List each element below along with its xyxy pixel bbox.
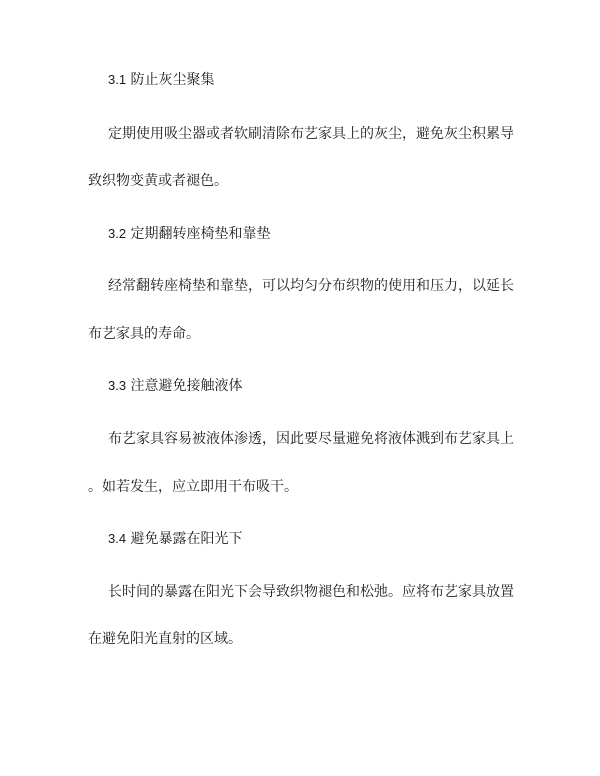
section-number: 3.4: [108, 531, 127, 546]
section-number: 3.2: [108, 226, 127, 241]
section-heading-3-1: [108, 71, 215, 89]
section-heading-3-4: [108, 530, 243, 548]
section-title: 注意避免接触液体: [130, 378, 243, 394]
paragraph-line: 。如若发生，应立即用干布吸干。: [88, 479, 298, 495]
paragraph-line: 定期使用吸尘器或者软刷清除布艺家具上的灰尘，避免灰尘积累导: [108, 126, 514, 142]
section-heading-3-3: [108, 377, 243, 395]
section-title: 定期翻转座椅垫和靠垫: [130, 226, 271, 242]
paragraph-line: 致织物变黄或者褪色。: [88, 173, 228, 189]
paragraph-line: 长时间的暴露在阳光下会导致织物褪色和松弛。应将布艺家具放置: [108, 584, 514, 600]
paragraph-line: 在避免阳光直射的区域。: [88, 631, 242, 647]
section-title: 避免暴露在阳光下: [130, 531, 243, 547]
section-heading-3-2: [108, 225, 271, 243]
section-title: 防止灰尘聚集: [130, 72, 215, 88]
paragraph-line: 经常翻转座椅垫和靠垫，可以均匀分布织物的使用和压力，以延长: [108, 278, 514, 294]
paragraph-line: 布艺家具的寿命。: [88, 326, 200, 342]
paragraph-line: 布艺家具容易被液体渗透，因此要尽量避免将液体溅到布艺家具上: [108, 431, 514, 447]
section-number: 3.1: [108, 72, 127, 87]
section-number: 3.3: [108, 378, 127, 393]
